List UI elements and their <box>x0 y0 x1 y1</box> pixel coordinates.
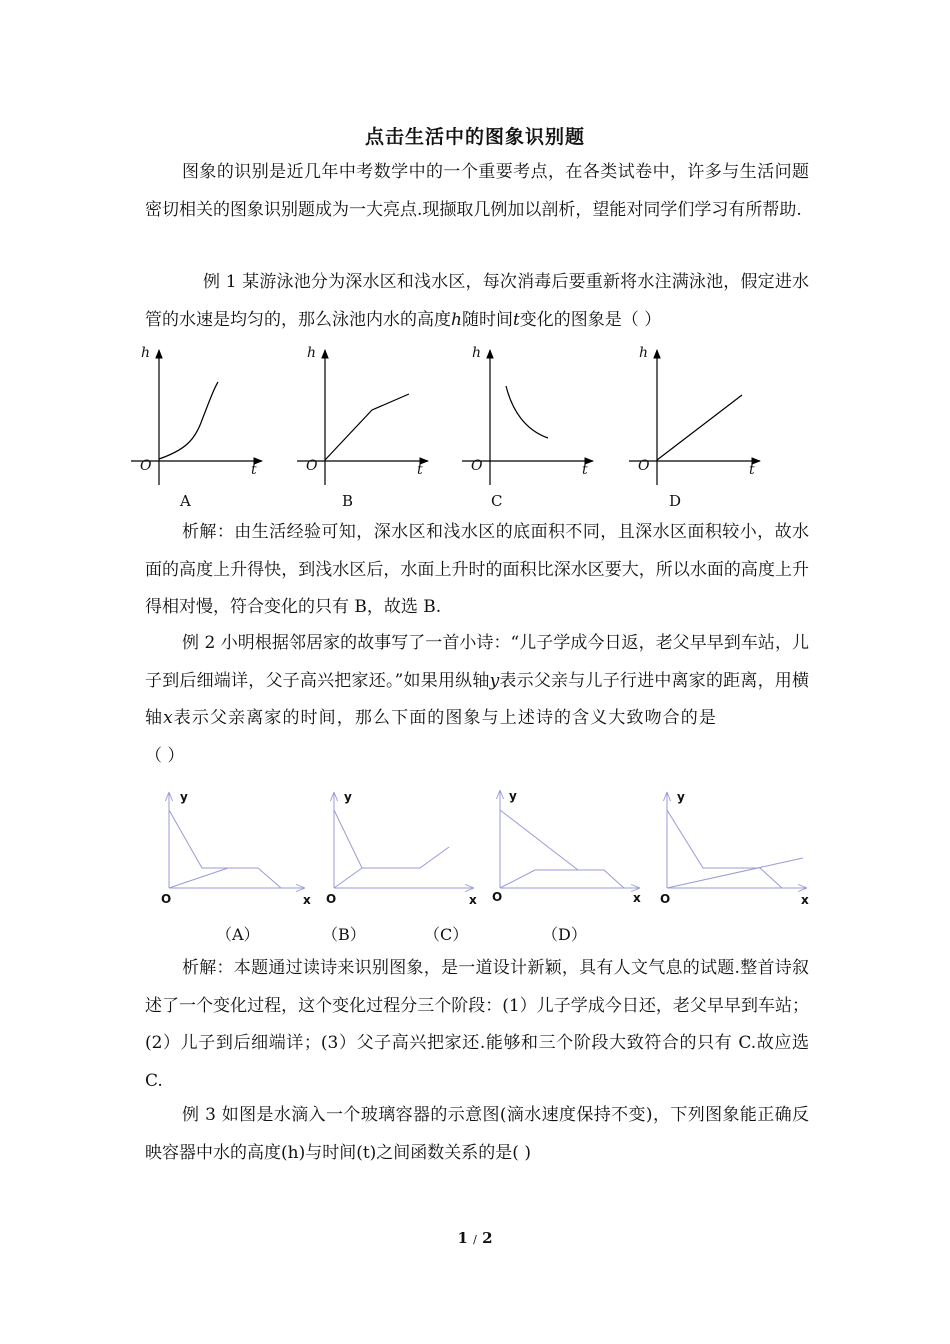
graph-a-y-label: h <box>141 345 151 361</box>
example2-text-a: 例 2 小明根据邻居家的故事写了一首小诗：“儿子学成今日返，老父早早到车站，儿子到后细端详，父子高兴把家还。”如果用纵轴 <box>145 633 809 691</box>
example1-text-c: 变化的图象是（ ） <box>519 309 662 330</box>
example2-text-b: 表示父亲与儿子行进中离家的距离，用横轴 <box>145 670 809 728</box>
graph2-a-origin: O <box>161 892 172 906</box>
example1-var-t: t <box>512 309 520 330</box>
graph2-a-label: （A） <box>216 925 260 944</box>
example2-text-c: 表示父亲离家的时间，那么下面的图象与上述诗的含义大致吻合的是 <box>172 708 718 728</box>
example1-text-a: 例 1 某游泳池分为深水区和浅水区，每次消毒后要重新将水注满泳池，假定进水管的水速是均匀的，那么泳池内水的高度 <box>145 272 809 330</box>
page-total: 2 <box>482 1229 493 1247</box>
graph-b-y-label: h <box>307 345 317 361</box>
graph2-b-y-label: y <box>344 790 352 804</box>
graph2-c-x-label: x <box>633 891 641 905</box>
graph2-a-y-label: y <box>180 790 188 804</box>
graph-d-y-label: h <box>639 345 649 361</box>
graph-d-x-label: t <box>749 462 755 478</box>
example1-text-b: 随时间 <box>461 309 513 330</box>
graph2-b-x-label: x <box>469 893 477 907</box>
graph2-c-origin: O <box>492 890 503 904</box>
example1-analysis: 析解：由生活经验可知，深水区和浅水区的底面积不同，且深水区面积较小，故水面的高度上升得快，到浅水区后，水面上升时的面积比深水区要大，所以水面的高度上升得相对慢，符合变化的只有 B，故选 B. <box>145 522 809 617</box>
graph-c-y-label: h <box>472 345 482 361</box>
graph2-d-origin: O <box>660 892 671 906</box>
graph-b-origin: O <box>306 458 318 474</box>
graph-d-label: D <box>669 492 682 510</box>
graph-a-origin: O <box>140 458 152 474</box>
graph2-b-label: （B） <box>322 925 366 944</box>
graph2-d-label: （D） <box>542 925 587 944</box>
intro-paragraph: 图象的识别是近几年中考数学中的一个重要考点，在各类试卷中，许多与生活问题密切相关的图象识别题成为一大亮点.现撷取几例加以剖析，望能对同学们学习有所帮助. <box>145 162 809 220</box>
example2-var-x: x <box>163 708 173 728</box>
graph2-c <box>500 791 639 888</box>
graph-a-x-label: t <box>251 462 257 478</box>
graph2-d-y-label: y <box>677 790 685 804</box>
graph-c-origin: O <box>471 458 483 474</box>
graph-b-label: B <box>342 492 354 510</box>
page-footer <box>0 1229 950 1247</box>
page-number: 1 <box>457 1229 468 1247</box>
graph-b-x-label: t <box>417 462 423 478</box>
example2-var-y: y <box>489 670 500 691</box>
graph2-a-x-label: x <box>303 893 311 907</box>
page-sep: / <box>473 1233 477 1246</box>
example2-bracket: （ ） <box>145 745 185 766</box>
example3-question: 例 3 如图是水滴入一个玻璃容器的示意图(滴水速度保持不变)，下列图象能正确反映容器中水的高度(h)与时间(t)之间函数关系的是( ) <box>145 1105 809 1163</box>
graph-c-label: C <box>491 492 503 510</box>
page-title: 点击生活中的图象识别题 <box>364 126 585 148</box>
graph2-d <box>667 793 806 888</box>
example2-analysis: 析解：本题通过读诗来识别图象，是一道设计新颖，具有人文气息的试题.整首诗叙述了一个变化过程，这个变化过程分三个阶段：(1）儿子学成今日还，老父早早到车站；(2）儿子到后细端详；(3）父子高兴把家还.能够和三个阶段大致符合的只有 C.故应选 C. <box>145 958 809 1091</box>
graph-d-origin: O <box>638 458 650 474</box>
graph-a-label: A <box>180 492 191 510</box>
graph2-c-y-label: y <box>509 789 517 803</box>
graph2-a <box>169 793 304 888</box>
graph-c-x-label: t <box>582 462 588 478</box>
graph2-c-label: （C） <box>424 925 469 944</box>
graph2-b <box>334 793 473 888</box>
graph2-b-origin: O <box>326 892 337 906</box>
graph2-d-x-label: x <box>801 893 809 907</box>
example1-var-h: h <box>451 309 462 330</box>
